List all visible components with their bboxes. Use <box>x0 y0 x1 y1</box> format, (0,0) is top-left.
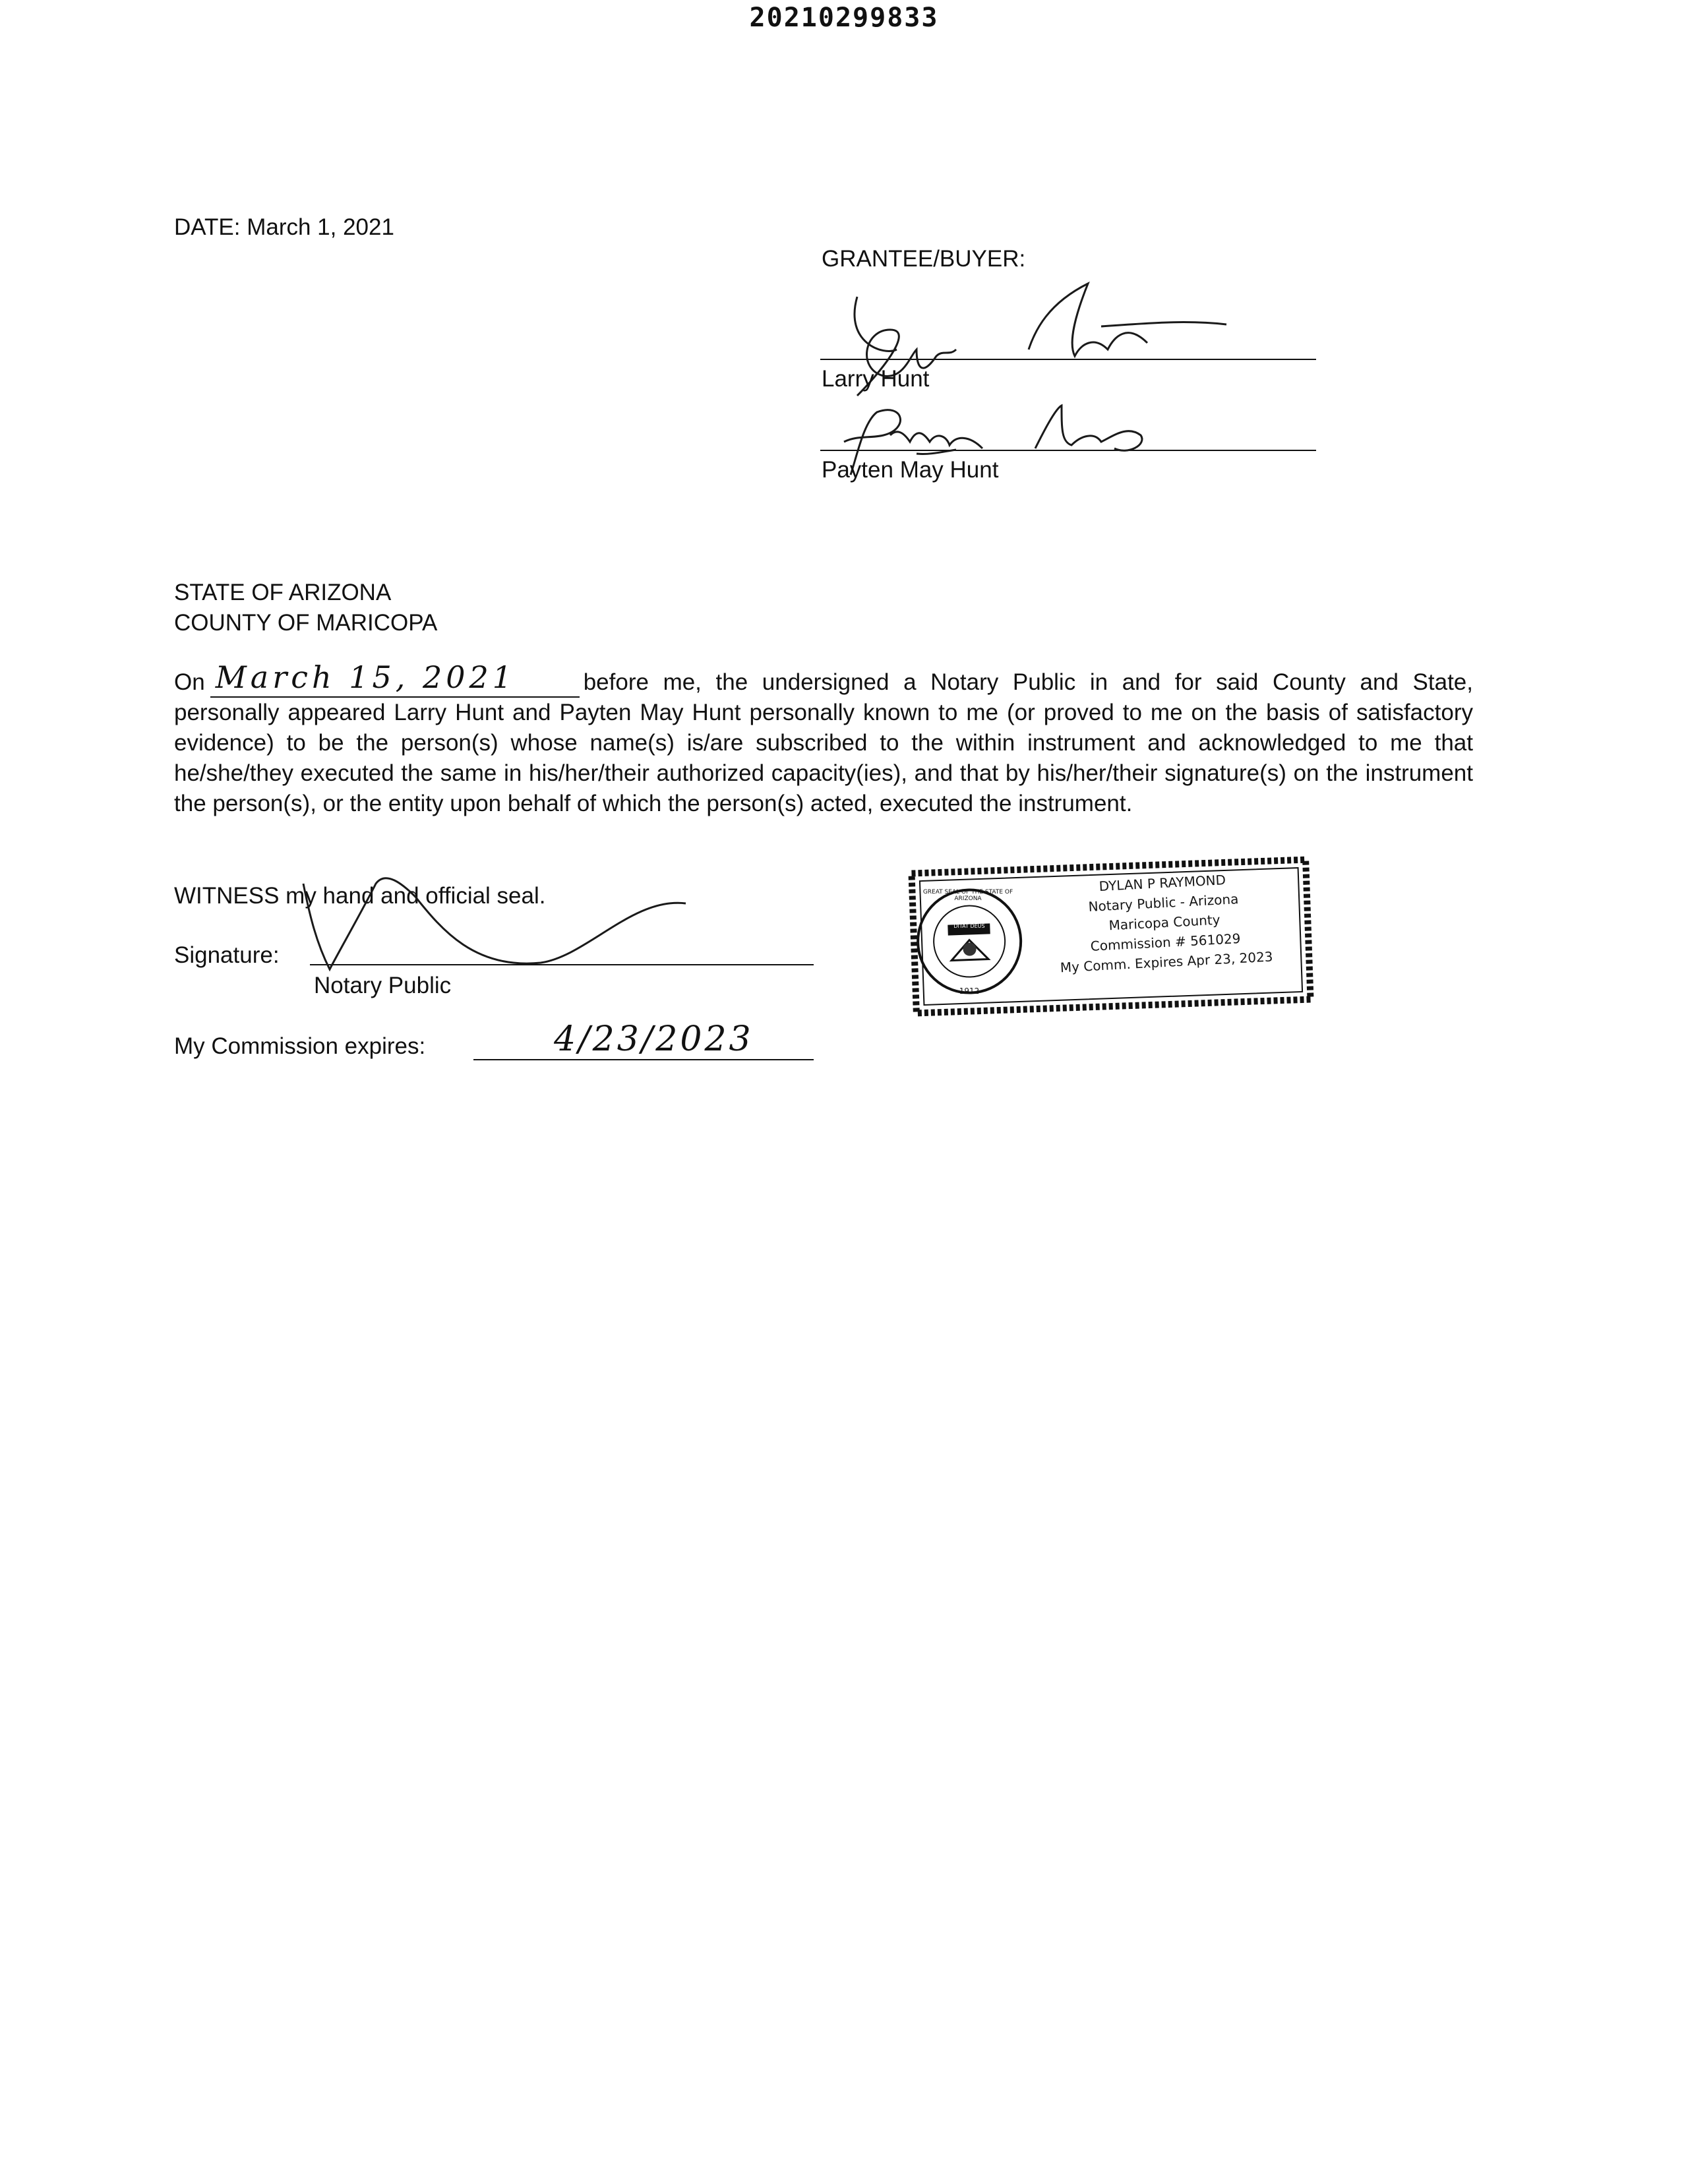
signer2-name: Payten May Hunt <box>822 457 999 483</box>
notary-handwritten-signature <box>290 857 712 1002</box>
signature-label: Signature: <box>174 942 280 968</box>
state-line: STATE OF ARIZONA <box>174 580 392 605</box>
stamp-county: Maricopa County <box>1108 911 1221 934</box>
ack-prefix: On <box>174 669 205 695</box>
commission-handwritten-date: 4/23/2023 <box>554 1019 754 1059</box>
witness-line: WITNESS my hand and official seal. <box>174 883 546 909</box>
notary-public-label: Notary Public <box>314 973 452 998</box>
handwritten-date-blank <box>210 659 580 698</box>
seal-text: GREAT SEAL OF THE STATE OF ARIZONA <box>922 889 1013 902</box>
stamp-notary-name: DYLAN P RAYMOND <box>1099 872 1226 895</box>
commission-label: My Commission expires: <box>174 1033 426 1059</box>
stamp-title: Notary Public - Arizona <box>1087 891 1239 915</box>
ack-body: before me, the undersigned a Notary Public in and for said County and State, personally appeared Larry Hunt and Payten May Hunt personally known to me (or proved to me on the basis of satisfactory evidence) to be the person(s) whose name(s) is/are subscribed to the within instrument and acknowledged to me that he/she/they executed the same in his/her/their authorized capacity(ies), and that by his/her/their signature(s) on the instrument the person(s), or the entity upon behalf of which the person(s) acted, executed the instrument. <box>174 669 1473 816</box>
grantee-heading: GRANTEE/BUYER: <box>822 246 1026 272</box>
commission-expiry-line <box>473 1059 814 1060</box>
stamp-commission: Commission # 561029 <box>1090 930 1241 954</box>
county-line: COUNTY OF MARICOPA <box>174 610 438 636</box>
stamp-text-block <box>1023 866 1305 979</box>
stamp-expires: My Comm. Expires Apr 23, 2023 <box>1060 948 1274 976</box>
handwritten-date: March 15, 2021 <box>215 659 516 695</box>
seal-year: 1912 <box>959 986 980 996</box>
seal-motto: DITAT DEUS <box>953 923 985 929</box>
document-number: 20210299833 <box>749 3 939 33</box>
acknowledgment-paragraph <box>174 659 1473 819</box>
signer1-name: Larry Hunt <box>822 366 930 392</box>
date-line: DATE: March 1, 2021 <box>174 214 394 240</box>
